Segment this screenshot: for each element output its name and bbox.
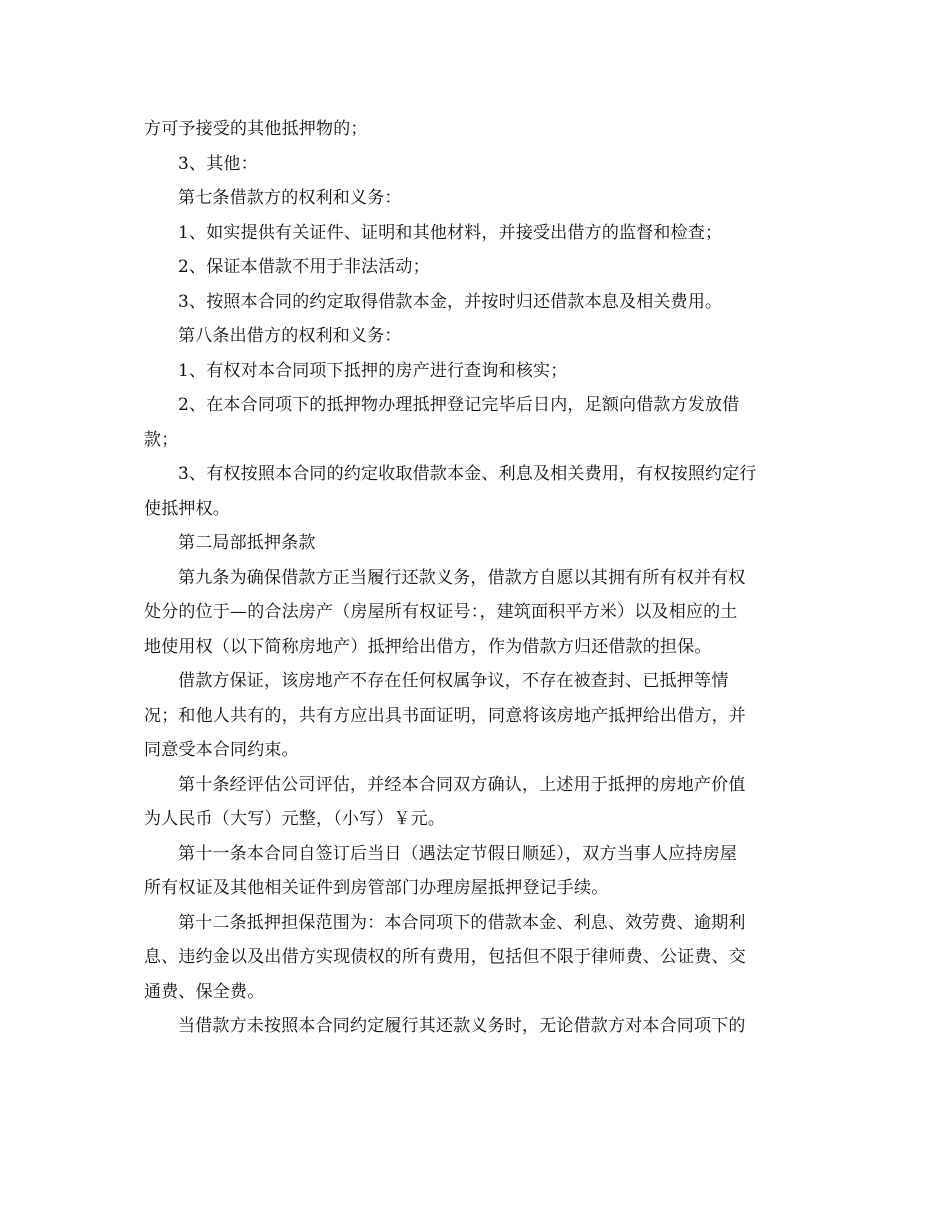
- text-line: 处分的位于—的合法房产（房屋所有权证号：，建筑面积平方米）以及相应的土: [144, 602, 738, 622]
- text-line: 息、违约金以及出借方实现债权的所有费用，包括但不限于律师费、公证费、交: [144, 947, 746, 967]
- text-line: 通费、保全费。: [144, 981, 265, 1002]
- text-line: 地使用权（以下简称房地产）抵押给出借方，作为借款方归还借款的担保。: [144, 636, 712, 657]
- text-line: 使抵押权。: [144, 498, 230, 519]
- text-line: 3、有权按照本合同的约定收取借款本金、利息及相关费用，有权按照约定行: [178, 464, 757, 484]
- text-line: 3、按照本合同的约定取得借款本金，并按时归还借款本息及相关费用。: [178, 291, 723, 312]
- text-line: 借款方保证，该房地产不存在任何权属争议，不存在被查封、已抵押等情: [178, 671, 729, 691]
- text-line: 款；: [144, 429, 179, 450]
- text-line: 2、保证本借款不用于非法活动；: [178, 257, 430, 277]
- text-line: 况；和他人共有的，共有方应出具书面证明，同意将该房地产抵押给出借方，并: [144, 705, 746, 726]
- text-line: 所有权证及其他相关证件到房管部门办理房屋抵押登记手续。: [144, 878, 609, 898]
- text-line: 第十二条抵押担保范围为：本合同项下的借款本金、利息、效劳费、逾期利: [178, 912, 746, 933]
- text-line: 3、其他：: [178, 153, 258, 174]
- section-heading: 第二局部抵押条款: [178, 533, 316, 553]
- text-line: 第十一条本合同自签订后当日（遇法定节假日顺延），双方当事人应持房屋: [178, 843, 738, 864]
- text-line: 为人民币（大写）元整，（小写）￥元。: [144, 809, 446, 829]
- article-heading: 第七条借款方的权利和义务：: [178, 188, 402, 208]
- document-body: [144, 112, 804, 1044]
- text-line: 第十条经评估公司评估，并经本合同双方确认，上述用于抵押的房地产价值: [178, 774, 746, 795]
- article-heading: 第八条出借方的权利和义务：: [178, 326, 402, 346]
- text-line: 2、在本合同项下的抵押物办理抵押登记完毕后日内，足额向借款方发放借: [178, 395, 740, 415]
- text-line: 1、有权对本合同项下抵押的房产进行查询和核实；: [178, 360, 568, 381]
- text-line: 第九条为确保借款方正当履行还款义务，借款方自愿以其拥有所有权并有权: [178, 567, 746, 588]
- text-line: 同意受本合同约束。: [144, 740, 299, 760]
- text-line: 方可予接受的其他抵押物的；: [144, 119, 368, 139]
- text-line: 1、如实提供有关证件、证明和其他材料，并接受出借方的监督和检查；: [178, 222, 723, 243]
- text-line: 当借款方未按照本合同约定履行其还款义务时，无论借款方对本合同项下的: [178, 1016, 746, 1036]
